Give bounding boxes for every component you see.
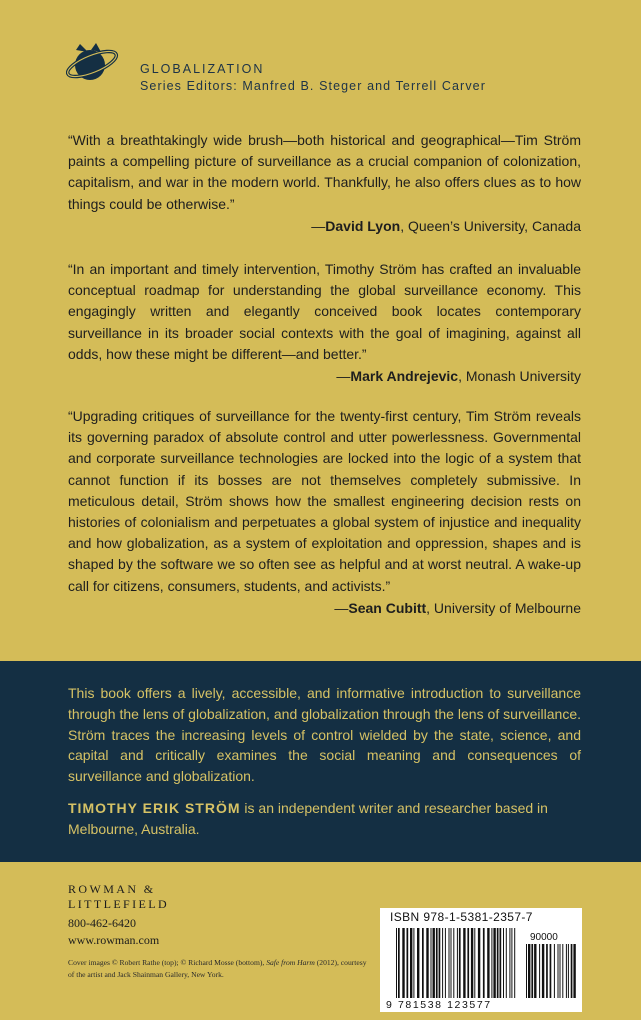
barcode-bar	[413, 928, 414, 998]
series-header	[66, 38, 606, 98]
barcode-bar	[493, 928, 495, 998]
barcode-bar	[433, 928, 435, 998]
barcode-bar	[426, 928, 428, 998]
quote-text: “In an important and timely intervention, Timothy Ström has crafted an invaluable conceptual roadmap for understanding the global surveillance economy. This engagingly written and elegantly conceived book locates contemporary surveillance in its broader social contexts with the goal of imagining, against all odds, how these might be different—and better.”	[68, 261, 581, 362]
barcode-bar	[497, 928, 499, 998]
barcode-bar	[449, 928, 450, 998]
barcode-bar	[436, 928, 438, 998]
isbn-label: ISBN 978-1-5381-2357-7	[390, 910, 533, 924]
author-name: TIMOTHY ERIK STRÖM	[68, 800, 241, 816]
description-band	[0, 661, 641, 862]
barcode-bar	[491, 928, 492, 998]
barcode-bar	[457, 928, 458, 998]
barcode-digits: 9 781538 123577	[386, 999, 492, 1011]
barcode-bar	[431, 928, 432, 998]
quote-attribution	[68, 598, 581, 619]
quote-text: “Upgrading critiques of surveillance for the twenty-first century, Tim Ström reveals its governing paradox of absolute control and utter powerlessness. Governmental and corporate surveillance technologies are locked into the logic of a system that cannot function if its bosses are not themselves completely submissive. In meticulous detail, Ström shows how the smallest engineering decision rests on histories of colonialism and perpetuates a global system of injustice and inequality and how globalization, as a system of exploitation and oppression, shapes and is shaped by the software we so often see as helpful and at worst neutral. A wake-up call for citizens, consumers, students, and activists.”	[68, 408, 581, 594]
quote-text: “With a breathtakingly wide brush—both historical and geographical—Tim Ström paints a compelling picture of surveillance as a crucial companion of colonization, capitalism, and war in the modern world. Thankfully, he also offers clues as to how things could be otherwise.”	[68, 132, 581, 212]
book-description: This book offers a lively, accessible, and informative introduction to surveillance through the lens of globalization, and globalization through the lens of surveillance. Ström traces the increasing levels of control wielded by the state, science, and capital and critically examines the social meaning and consequences of surveillance and globalization.	[68, 685, 581, 785]
addon-digits: 90000	[530, 932, 558, 943]
barcode-bar	[422, 928, 424, 998]
series-title: GLOBALIZATION	[140, 62, 265, 76]
endorser-name: Sean Cubitt	[348, 599, 427, 616]
endorsement-quote	[68, 406, 581, 619]
barcode-bar	[562, 944, 563, 998]
isbn-barcode	[380, 908, 582, 1012]
endorser-affiliation: , Monash University	[458, 368, 581, 385]
quote-attribution	[68, 216, 581, 237]
endorsement-quote	[68, 259, 581, 387]
barcode-bar	[506, 928, 507, 998]
credits-text-end: (2012), courtesy of the artist and Jack Shainman Gallery, New York.	[68, 958, 367, 979]
barcode-bar	[511, 928, 512, 998]
cover-credits	[68, 957, 368, 980]
barcode-bar	[478, 928, 480, 998]
barcode-bar	[474, 928, 475, 998]
barcode-bar	[442, 928, 443, 998]
barcode-bar	[459, 928, 461, 998]
barcode-bar	[451, 928, 452, 998]
publisher-logo-line1: ROWMAN &	[68, 882, 156, 896]
barcode-bar	[554, 944, 555, 998]
endorser-affiliation: , Queen’s University, Canada	[400, 217, 581, 234]
endorsement-quote	[68, 130, 581, 237]
quote-attribution	[68, 366, 581, 387]
barcode-bar	[560, 944, 561, 998]
publisher-block	[68, 882, 368, 949]
barcode-bar	[487, 928, 489, 998]
barcode-bar	[398, 928, 400, 998]
barcode-bar	[571, 944, 573, 998]
endorser-name: Mark Andrejevic	[350, 368, 459, 385]
barcode-bar	[509, 928, 510, 998]
author-bio	[68, 798, 581, 840]
publisher-logo-line2: LITTLEFIELD	[68, 897, 170, 911]
barcode-bar	[539, 944, 540, 998]
barcode-bar	[467, 928, 469, 998]
barcode-bar	[528, 944, 530, 998]
barcode-bar	[531, 944, 533, 998]
attribution-dash: —	[311, 217, 326, 234]
barcode-bar	[568, 944, 569, 998]
barcode-bar	[439, 928, 441, 998]
barcode-bar	[558, 944, 559, 998]
barcode-bar	[417, 928, 419, 998]
barcode-bar	[410, 928, 412, 998]
barcode-bar	[463, 928, 465, 998]
barcode-bar	[503, 928, 504, 998]
publisher-phone: 800-462-6420	[68, 916, 136, 930]
endorser-name: David Lyon	[325, 217, 401, 234]
barcode-bar	[453, 928, 454, 998]
credits-text: Cover images © Robert Rathe (top); © Richard Mosse (bottom),	[68, 958, 267, 967]
attribution-dash: —	[336, 368, 351, 385]
barcode-bar	[546, 944, 548, 998]
barcode-bar	[396, 928, 397, 998]
barcode-bar	[514, 928, 515, 998]
endorser-affiliation: , University of Melbourne	[426, 599, 581, 616]
barcode-bar	[445, 928, 446, 998]
barcode-bar	[471, 928, 473, 998]
credits-artwork-title: Safe from Harm	[266, 958, 315, 967]
author-bio-text: is an independent writer and researcher based in Melbourne, Australia.	[68, 800, 548, 837]
barcode-bar	[573, 944, 575, 998]
publisher-website[interactable]: www.rowman.com	[68, 933, 160, 947]
barcode-bar	[402, 928, 404, 998]
barcode-bar	[534, 944, 536, 998]
barcode-bar	[526, 944, 527, 998]
barcode-bar	[550, 944, 552, 998]
barcode-bar	[542, 944, 544, 998]
barcode-bar	[500, 928, 502, 998]
attribution-dash: —	[334, 599, 349, 616]
barcode-bar	[407, 928, 409, 998]
barcode-bar	[483, 928, 485, 998]
globe-orbit-icon	[66, 38, 138, 94]
series-editors: Series Editors: Manfred B. Steger and Terrell Carver	[140, 79, 486, 93]
barcode-bar	[566, 944, 567, 998]
